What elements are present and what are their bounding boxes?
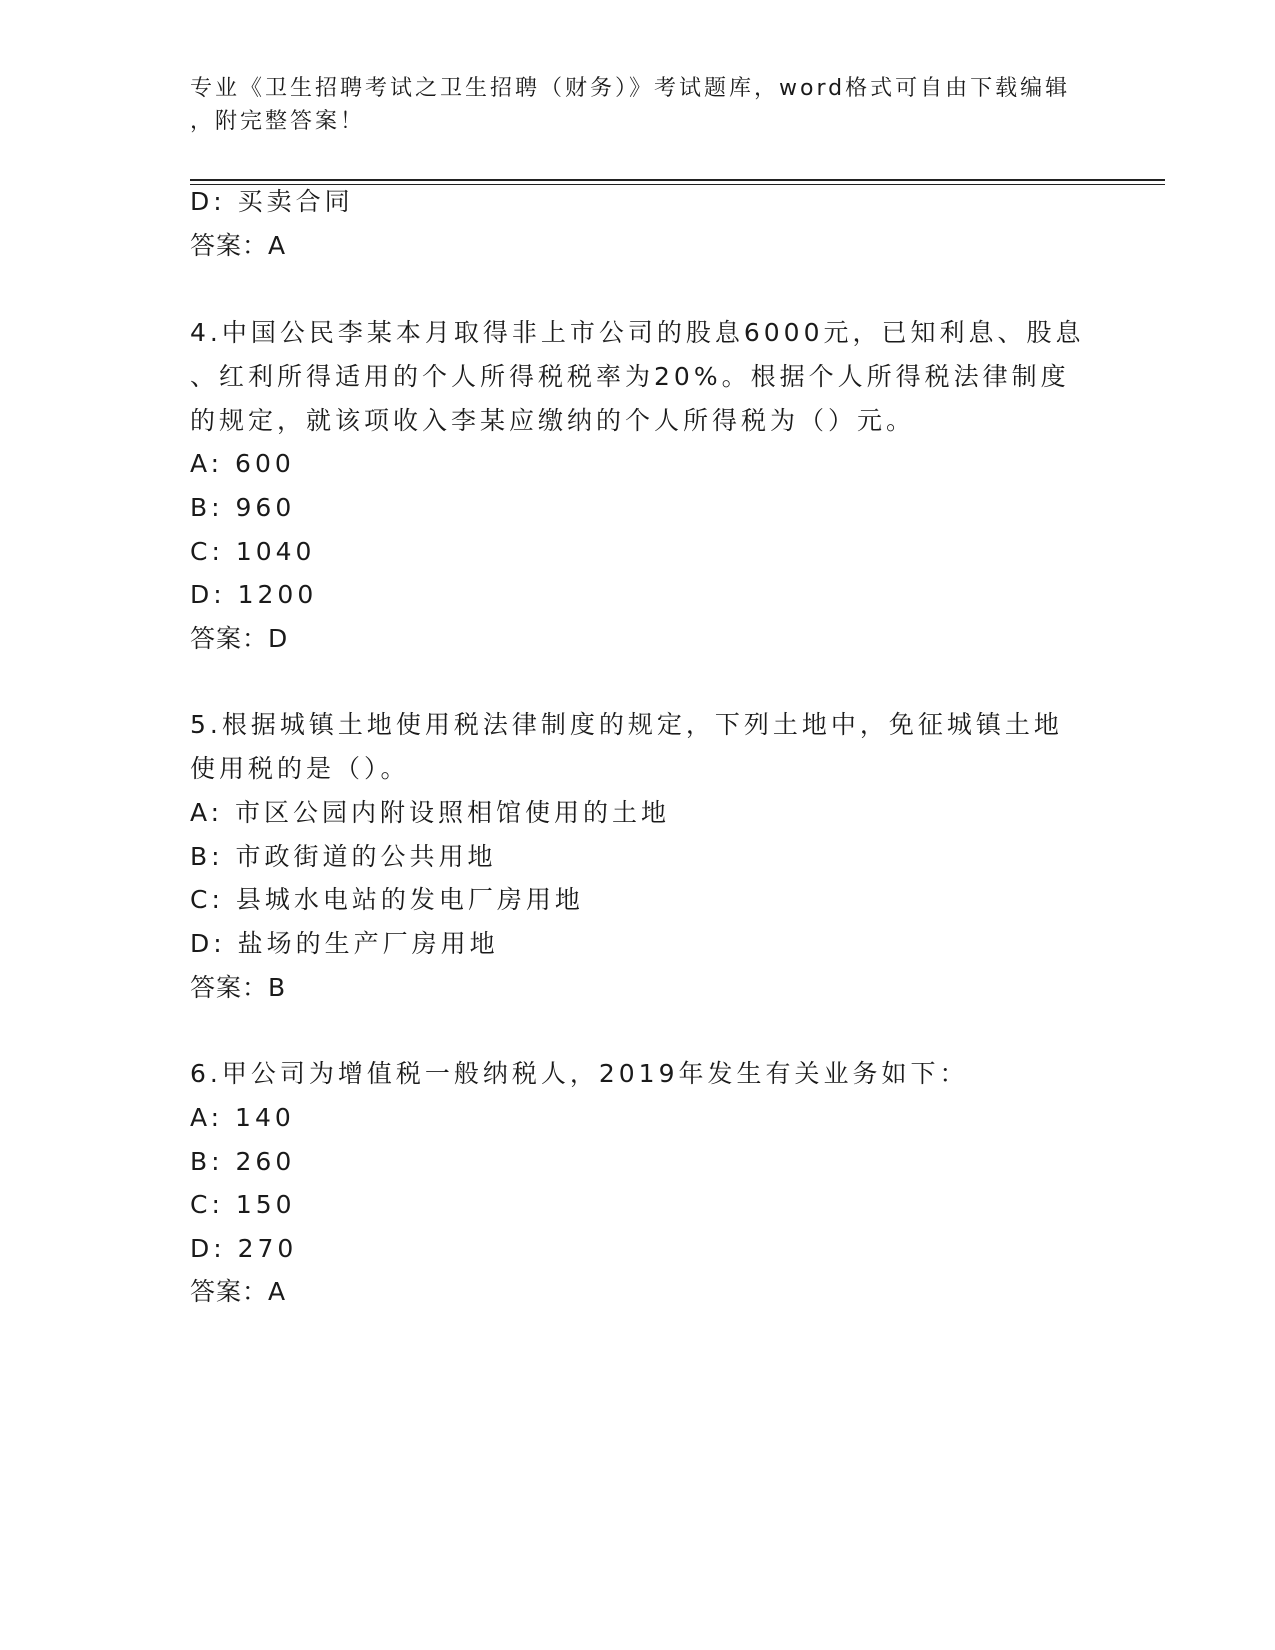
q4-stem-line-3: 的规定，就该项收入李某应缴纳的个人所得税为（）元。	[190, 406, 916, 435]
q6-option-a: A: 140	[190, 1103, 295, 1132]
q5-option-d: D: 盐场的生产厂房用地	[190, 929, 499, 958]
q4-answer: 答案：D	[190, 624, 289, 653]
q5-option-c: C: 县城水电站的发电厂房用地	[190, 885, 584, 914]
q3-answer: 答案：A	[190, 231, 287, 260]
q4-stem-line-1: 4.中国公民李某本月取得非上市公司的股息6000元，已知利息、股息	[190, 318, 1085, 347]
q6-option-b: B: 260	[190, 1147, 296, 1176]
q4-option-d: D: 1200	[190, 580, 318, 609]
q5-option-a: A: 市区公园内附设照相馆使用的土地	[190, 798, 671, 827]
q4-option-b: B: 960	[190, 493, 296, 522]
header-line-2: ，附完整答案！	[190, 109, 366, 134]
q5-stem-line-1: 5.根据城镇土地使用税法律制度的规定，下列土地中，免征城镇土地	[190, 710, 1063, 739]
q6-answer: 答案：A	[190, 1277, 287, 1306]
header-line-1: 专业《卫生招聘考试之卫生招聘（财务）》考试题库，word格式可自由下载编辑	[190, 76, 1071, 101]
document-header	[190, 72, 1080, 138]
q5-stem-line-2: 使用税的是（）。	[190, 754, 410, 783]
q6-option-d: D: 270	[190, 1234, 298, 1263]
q5-option-b: B: 市政街道的公共用地	[190, 842, 497, 871]
q4-option-c: C: 1040	[190, 537, 316, 566]
q6-option-c: C: 150	[190, 1190, 296, 1219]
q4-option-a: A: 600	[190, 449, 295, 478]
q6-stem-line-1: 6.甲公司为增值税一般纳税人，2019年发生有关业务如下：	[190, 1059, 969, 1088]
q4-stem-line-2: 、红利所得适用的个人所得税税率为20%。根据个人所得税法律制度	[190, 362, 1070, 391]
q5-answer: 答案：B	[190, 973, 287, 1002]
q3-option-d: D: 买卖合同	[190, 187, 354, 216]
